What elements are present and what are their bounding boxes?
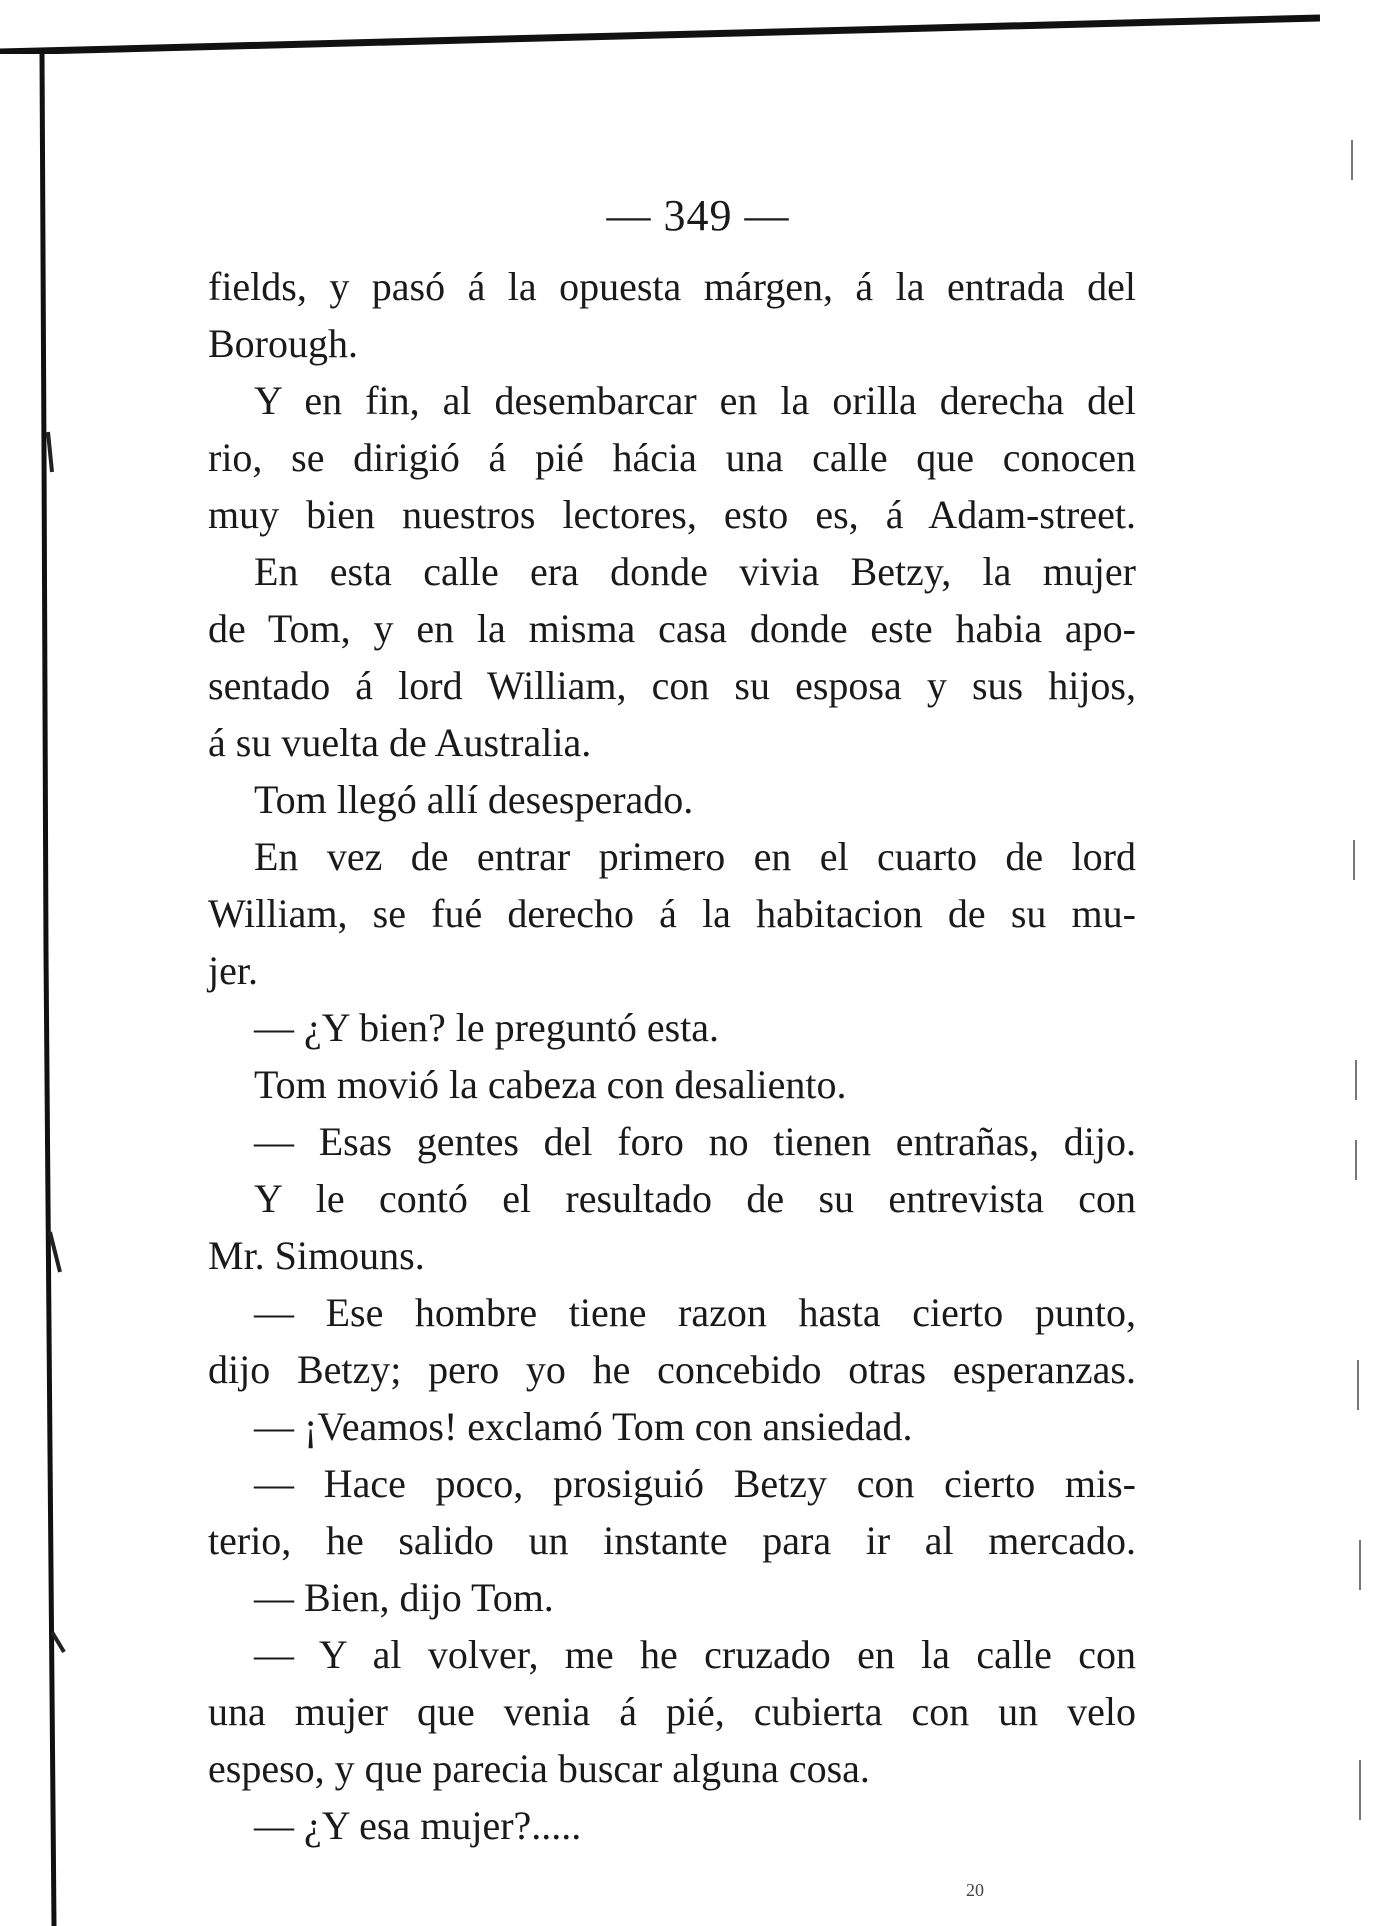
text-line: Y en fin, al desembarcar en la orilla derecha del xyxy=(254,378,1136,423)
text-line: — ¿Y bien? le preguntó esta. xyxy=(254,1005,720,1050)
text-line: dijo Betzy; pero yo he concebido otras esperanzas. xyxy=(208,1347,1136,1392)
signature-mark: 20 xyxy=(966,1880,984,1900)
text-line: Tom llegó allí desesperado. xyxy=(254,777,694,822)
text-line: William, se fué derecho á la habitacion de su mu- xyxy=(208,891,1136,936)
text-line: sentado á lord William, con su esposa y sus hijos, xyxy=(208,663,1136,708)
text-line: fields, y pasó á la opuesta márgen, á la entrada del xyxy=(208,264,1136,309)
page-number: — 349 — xyxy=(606,191,790,240)
left-border-rule xyxy=(34,52,94,1926)
text-line: Y le contó el resultado de su entrevista con xyxy=(254,1176,1136,1221)
text-line: terio, he salido un instante para ir al mercado. xyxy=(208,1518,1136,1563)
text-line: de Tom, y en la misma casa donde este habia apo- xyxy=(208,606,1136,651)
text-line: — Ese hombre tiene razon hasta cierto punto, xyxy=(254,1290,1136,1335)
text-line: rio, se dirigió á pié hácia una calle que conocen xyxy=(208,435,1136,480)
text-line: muy bien nuestros lectores, esto es, á Adam-street. xyxy=(208,492,1136,537)
scan-noise-specks xyxy=(1330,140,1380,1920)
text-line: — Hace poco, prosiguió Betzy con cierto mis- xyxy=(254,1461,1136,1506)
text-line: espeso, y que parecia buscar alguna cosa. xyxy=(208,1746,870,1791)
text-line: — Y al volver, me he cruzado en la calle con xyxy=(254,1632,1136,1677)
text-line: — ¿Y esa mujer?..... xyxy=(254,1803,582,1848)
text-line: — ¡Veamos! exclamó Tom con ansiedad. xyxy=(254,1404,913,1449)
text-line: una mujer que venia á pié, cubierta con un velo xyxy=(208,1689,1136,1734)
text-line: Borough. xyxy=(208,321,358,366)
text-line: Tom movió la cabeza con desaliento. xyxy=(254,1062,847,1107)
text-line: jer. xyxy=(208,948,258,993)
top-border-rule xyxy=(0,14,1320,54)
text-line: En esta calle era donde vivia Betzy, la mujer xyxy=(254,549,1136,594)
body-text xyxy=(208,258,1136,1854)
text-line: — Bien, dijo Tom. xyxy=(254,1575,554,1620)
text-line: — Esas gentes del foro no tienen entrañas, dijo. xyxy=(254,1119,1136,1164)
text-line: En vez de entrar primero en el cuarto de lord xyxy=(254,834,1136,879)
text-line: á su vuelta de Australia. xyxy=(208,720,592,765)
text-line: Mr. Simouns. xyxy=(208,1233,425,1278)
